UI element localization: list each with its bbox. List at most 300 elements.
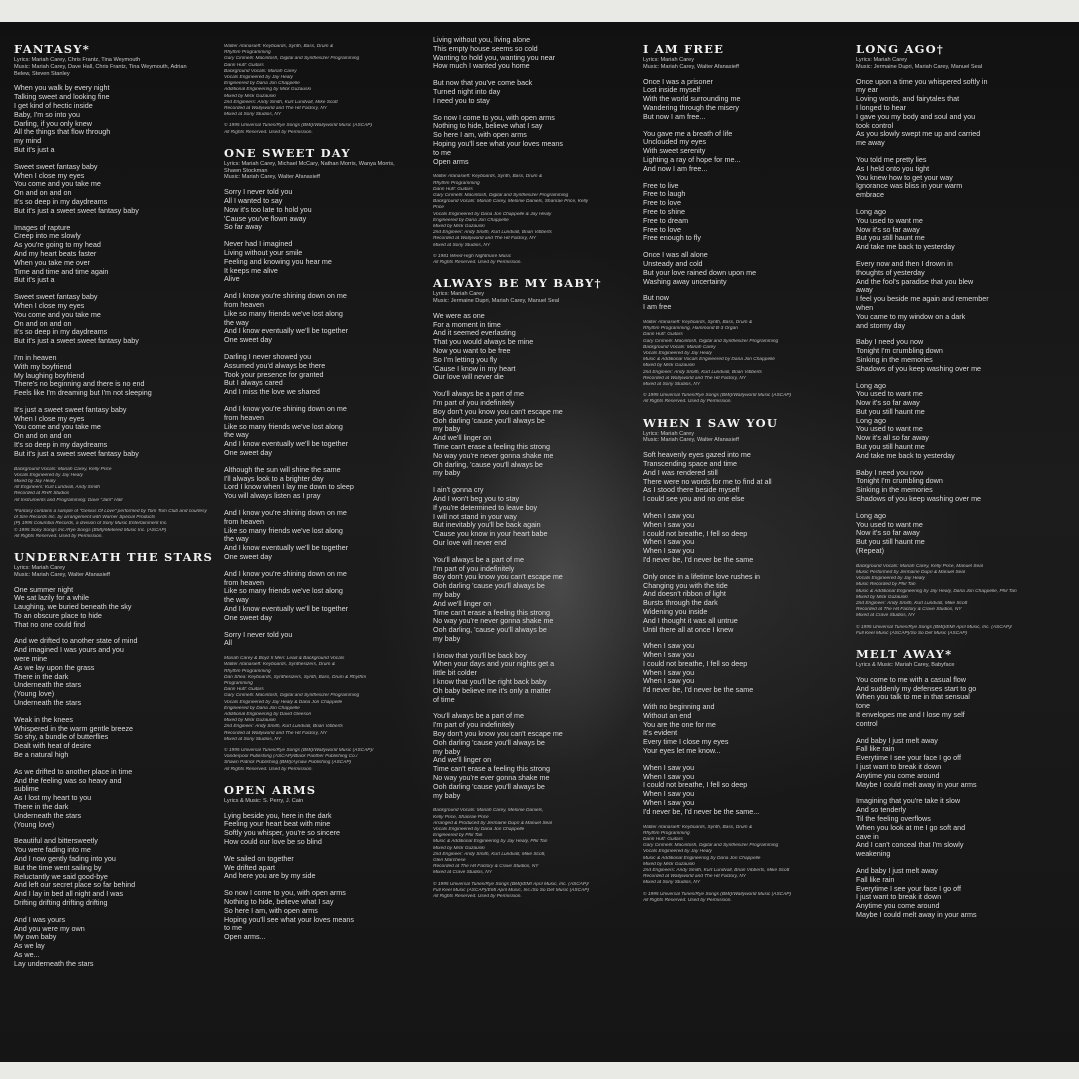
lyric-line: I just want to break it down	[856, 763, 942, 772]
stanza-gap	[224, 881, 429, 889]
stanza-gap	[433, 478, 639, 486]
lyric-line: But now	[643, 294, 669, 303]
lyric-line: When I close my eyes	[14, 301, 85, 310]
lyric-line: Maybe I could melt away in your arms	[856, 780, 977, 789]
lyric-line: took control	[856, 121, 894, 130]
lyric-line: When I saw you	[643, 651, 695, 660]
stanza-gap	[643, 243, 853, 251]
lyric-line: Our love will never end	[433, 538, 507, 547]
lyric-line: I'm part of you indefinitely	[433, 721, 515, 730]
song-block	[14, 550, 224, 969]
lyric-line: of time	[433, 695, 455, 704]
lyric-line: And left our secret place so far behind	[14, 881, 136, 890]
lyric-line: You used to want me	[856, 425, 923, 434]
lyric-line: When I saw you	[643, 790, 695, 799]
song-block	[643, 42, 853, 406]
lyric-line: On and on and on	[14, 432, 72, 441]
writer-line: Music: Mariah Carey, Walter Afanasieff	[14, 571, 110, 578]
lyric-line: Free to love	[643, 225, 681, 234]
lyric-line: That you would always be mine	[433, 338, 534, 347]
lyric-line: And imagined I was yours and you	[14, 646, 124, 655]
lyric-line: and stormy day	[856, 321, 906, 330]
lyric-line: I just want to break it down	[856, 893, 942, 902]
lyric-line: Oh darling, 'cause you'll always be	[433, 460, 543, 469]
lyric-line: So shy, a bundle of butterflies	[14, 733, 109, 742]
stanza-gap	[856, 330, 1068, 338]
lyric-line: With the world surrounding me	[643, 95, 741, 104]
lyric-line: my mind	[14, 137, 42, 146]
lyric-line: to me	[224, 924, 242, 933]
lyric-line: I'd never be, I'd never be the same	[643, 686, 754, 695]
lyric-line: But now I am free...	[643, 112, 706, 121]
lyric-line: You come and you take me	[14, 310, 101, 319]
credit-line: Background Vocals: Mariah Carey, Kelly Price	[14, 466, 112, 472]
lyric-line: Ooh darling, 'cause you'll always be	[433, 626, 547, 635]
lyric-line: When I saw you	[643, 538, 695, 547]
stanza-gap	[224, 458, 429, 466]
lyric-line: away	[856, 286, 873, 295]
lyric-line: Time can't erase a feeling this strong	[433, 608, 550, 617]
lyric-line: Underneath the stars	[14, 811, 82, 820]
lyric-line: Like so many friends we've lost along	[224, 526, 343, 535]
lyric-line: I will not stand in your way	[433, 512, 517, 521]
lyric-line: I'd never be, I'd never be the same	[643, 555, 754, 564]
lyric-line: Free enough to fly	[643, 234, 701, 243]
song-title: ALWAYS BE MY BABY†	[433, 276, 602, 291]
credit-line: Vocals Engineered by Jay Healy	[643, 849, 712, 855]
stanza-gap	[224, 232, 429, 240]
lyric-line: There in the dark	[14, 672, 69, 681]
lyric-line: My laughing boyfriend	[14, 371, 85, 380]
lyric-line: Once upon a time you whispered softly in	[856, 77, 988, 86]
credit-line: Mixed by Mick Guzauski	[856, 594, 908, 600]
song-title: WHEN I SAW YOU	[643, 415, 779, 430]
lyric-line: With my boyfriend	[14, 362, 72, 371]
credit-line: All Rights Reserved. Used by Permission.	[224, 129, 313, 135]
lyric-line: Boy don't you know you can't escape me	[433, 573, 563, 582]
lyric-line: from heaven	[224, 578, 264, 587]
lyric-line: Long ago	[856, 511, 886, 520]
song-title: ONE SWEET DAY	[224, 145, 351, 160]
credit-line: © 1995 Universal Tunes/Rye Songs (BMI)/EMI April Music, Inc. (ASCAP)/	[856, 624, 1013, 630]
credit-line: All Engineers: Kurt Lundvall, Andy Smith	[14, 485, 100, 491]
lyric-line: And I lay in bed all night and I was	[14, 890, 124, 899]
lyric-line: Took your presence for granted	[224, 370, 324, 379]
credit-line: Vocals Engineered by Jay Healy	[14, 472, 83, 478]
writer-line: Lyrics: Mariah Carey	[643, 430, 695, 437]
lyrics	[224, 812, 429, 942]
lyric-line: Tonight I'm crumbling down	[856, 477, 943, 486]
lyric-line: Changing you with the tide	[643, 581, 728, 590]
lyric-line: My own baby	[14, 933, 57, 942]
lyric-line: And we'll linger on	[433, 434, 492, 443]
credit-line: Recorded at RHR Studios	[14, 491, 70, 497]
lyric-line: I know that you'll be right back baby	[433, 678, 547, 687]
lyric-line: thoughts of yesterday	[856, 268, 925, 277]
lyric-line: from heaven	[224, 413, 264, 422]
stanza-gap	[643, 756, 853, 764]
lyric-line: So here I am, with open arms	[224, 906, 318, 915]
stanza-gap	[856, 461, 1068, 469]
writer-line: Music: Mariah Carey, Walter Afanasieff	[224, 174, 320, 181]
lyric-line: With sweet serenity	[643, 147, 706, 156]
credit-line: Engineered by Dana Jon Chappelle	[224, 705, 300, 711]
lyric-line: I'm in heaven	[14, 353, 57, 362]
credit-line: © 1995 Universal Tunes/Rye Songs (BMI)/EMI April Music, Inc. (ASCAP)/	[433, 881, 590, 887]
lyric-line: But it's just a	[14, 145, 55, 154]
lyric-line: And suddenly my defenses start to go	[856, 684, 977, 693]
credit-line: Mixed by Mick Guzauski	[643, 363, 695, 369]
lyric-line: the way	[224, 596, 249, 605]
lyric-line: I get kind of hectic inside	[14, 101, 93, 110]
lyric-line: me away	[856, 139, 885, 148]
lyric-line: (Young love)	[14, 690, 55, 699]
lyric-line: When you take me over	[14, 258, 90, 267]
stanza-gap	[433, 548, 639, 556]
lyric-line: You told me pretty lies	[856, 155, 927, 164]
credit-line: Glen Marchese	[433, 858, 466, 864]
lyric-line: You come to me with a casual flow	[856, 675, 966, 684]
production-credits	[643, 320, 853, 406]
lyrics	[224, 188, 429, 648]
song-block	[224, 783, 429, 942]
stanza-gap	[224, 623, 429, 631]
lyric-line: It's so deep in my daydreams	[14, 441, 108, 450]
stanza-gap	[14, 346, 224, 354]
lyric-line: weakening	[856, 850, 891, 859]
lyric-line: When I close my eyes	[14, 414, 85, 423]
writer-line: Music: Mariah Carey, Walter Afanasieff	[643, 437, 739, 444]
lyric-line: Whispered in the warm gentle breeze	[14, 724, 134, 733]
lyric-line: Images of rapture	[14, 223, 71, 232]
credit-line: Rhythm Programming	[224, 50, 271, 56]
lyric-line: When I saw you	[643, 511, 695, 520]
stanza-gap	[856, 200, 1068, 208]
lyric-line: And I know eventually we'll be together	[224, 544, 349, 553]
credit-line: 2nd Engineers: Andy Smith, Kurt Lundvall, Mike Scott	[224, 99, 338, 105]
production-credits	[433, 174, 639, 266]
credit-line: Gary Cirimelli: Macintosh, Digital and Synthesizer Programming	[433, 192, 569, 198]
writer-line: Lyrics & Music: Mariah Carey, Babyface	[856, 662, 955, 669]
lyric-line: Weak in the knees	[14, 715, 73, 724]
lyric-line: And doesn't ribbon of light	[643, 590, 726, 599]
stanza-gap	[224, 562, 429, 570]
lyric-line: So I'm letting you fly	[433, 355, 498, 364]
lyric-line: Soft heavenly eyes gazed into me	[643, 451, 751, 460]
lyric-line: But you still haunt me	[856, 407, 925, 416]
credit-line: Music & Additional Engineering by Jay Healy, Dana Jon Chappelle, Phil Tan	[856, 588, 1017, 594]
songwriter-credits	[433, 291, 639, 305]
lyric-line: to me	[433, 148, 451, 157]
lyric-line: And I can't conceal that I'm slowly	[856, 841, 964, 850]
writer-line: Lyrics: Mariah Carey	[433, 291, 485, 298]
lyric-line: Drifting drifting drifting drifting	[14, 899, 108, 907]
credit-line: Dann Huff: Guitars	[433, 186, 473, 192]
lyric-line: Feeling your heart beat with mine	[224, 820, 331, 829]
lyric-line: my baby	[433, 425, 461, 434]
lyric-line: And I know eventually we'll be together	[224, 604, 349, 613]
stanza-gap	[643, 122, 853, 130]
lyric-line: Creep into me slowly	[14, 232, 81, 241]
lyric-line: How could our love be so blind	[224, 837, 322, 846]
lyric-line: Talking sweet and looking fine	[14, 93, 110, 102]
lyric-line: When I close my eyes	[14, 171, 85, 180]
credit-line: © 1995 Universal Tunes/Rye Songs (BMI)/Wallyworld Music (ASCAP)/	[224, 747, 374, 753]
lyric-line: That no one could find	[14, 620, 86, 629]
lyric-line: You used to want me	[856, 216, 923, 225]
lyric-line: Oh baby believe me it's only a matter	[433, 686, 552, 695]
lyric-line: Laughing, we buried beneath the sky	[14, 603, 132, 612]
lyric-line: And now I am free...	[643, 164, 708, 173]
lyric-line: You'll always be a part of me	[433, 555, 525, 564]
stanza-gap	[856, 252, 1068, 260]
lyric-line: As I lost my heart to you	[14, 794, 92, 803]
song-block	[14, 42, 224, 540]
lyric-line: my ear	[856, 86, 878, 95]
credit-line: 2nd Engineer: Andy Smith, Kurt Lundvall, Mike Scott,	[433, 851, 546, 857]
stanza-gap	[224, 284, 429, 292]
credit-line: 2nd Engineer: Andy Smith, Kurt Lundvall, Brian Vibberts	[433, 230, 552, 236]
lyric-line: But it's just a sweet sweet fantasy baby	[14, 206, 139, 215]
lyric-line: To an obscure place to hide	[14, 611, 102, 620]
lyric-line: One sweet day	[224, 336, 272, 345]
stanza-gap	[856, 504, 1068, 512]
lyric-line: As you slowly swept me up and carried	[856, 130, 981, 139]
lyric-line: And I thought it was all untrue	[643, 616, 738, 625]
stanza-gap	[643, 695, 853, 703]
lyric-line: And I know eventually we'll be together	[224, 440, 349, 449]
lyrics-column-5	[856, 36, 1068, 930]
lyric-line: So here I am, with open arms	[433, 131, 527, 140]
credit-line: Vocals Engineered by Dana Jon Chappelle	[433, 827, 525, 833]
credit-line: Dann Huff: Guitars	[643, 332, 683, 338]
stanza-gap	[856, 374, 1068, 382]
lyric-line: As we drifted to another place in time	[14, 767, 133, 776]
stanza-gap	[643, 634, 853, 642]
lyric-line: And we'll linger on	[433, 756, 492, 765]
writer-line: Lyrics: Mariah Carey, Michael McCary, Nathan Morris, Wanya Morris,	[224, 160, 395, 167]
credit-line: 2nd Engineer: Andy Smith, Kurt Lundvall, Brian Vibberts	[643, 369, 762, 375]
lyric-line: And here you are by my side	[224, 872, 316, 881]
lyric-line: from heaven	[224, 517, 264, 526]
lyric-line: Alive	[224, 275, 240, 284]
lyrics	[856, 78, 1068, 556]
lyric-line: (Young love)	[14, 820, 55, 829]
lyric-line: Shadows of you keep washing over me	[856, 495, 982, 504]
lyric-line: No way you're ever gonna shake me	[433, 774, 550, 783]
songwriter-credits	[643, 57, 853, 71]
lyric-line: Baby I need you now	[856, 338, 924, 347]
lyric-line: Long ago	[856, 416, 886, 425]
lyric-line: It's just a sweet sweet fantasy baby	[14, 405, 127, 414]
lyric-line: Everytime I see your face I go off	[856, 754, 961, 763]
credit-line: Engineered by Phil Tan	[433, 833, 483, 839]
lyric-line: If you're determined to leave boy	[433, 503, 538, 512]
lyric-line: You will always listen as I pray	[224, 492, 321, 501]
credit-line: Walter Afanasieff: Keyboards, Synth, Bass, Drum &	[643, 319, 753, 325]
lyric-line: And I now gently fading into you	[14, 855, 116, 864]
stanza-gap	[14, 908, 224, 916]
stanza-gap	[433, 71, 639, 79]
credit-line: Recorded at Wallyworld and The Hit Factory, NY	[433, 236, 536, 242]
lyric-line: Living without you, living alone	[433, 36, 531, 44]
credit-line: All Rights Reserved. Used by Permission.	[643, 399, 732, 405]
lyric-line: Sorry I never told you	[224, 188, 293, 197]
lyric-line: I could not breathe, I fell so deep	[643, 529, 748, 538]
lyric-line: How much I wanted you home	[433, 62, 530, 71]
lyrics	[433, 36, 639, 166]
lyric-line: Free to shine	[643, 207, 685, 216]
credit-line: Recorded at Wallyworld and The Hit Factory, NY	[224, 730, 327, 736]
lyric-line: Softly you whisper, you're so sincere	[224, 829, 341, 838]
credit-line: All Rights Reserved. Used by Permission.	[433, 894, 522, 900]
lyric-line: With no beginning and	[643, 703, 715, 712]
credit-line: Rhythm Programming	[643, 830, 690, 836]
credit-line: Rhythm Programming	[433, 180, 480, 186]
lyric-line: I gave you my body and soul and you	[856, 112, 976, 121]
credit-line: Background Vocals: Mariah Carey	[224, 68, 297, 74]
lyric-line: Your eyes let me know...	[643, 747, 721, 756]
writer-line: Music: Mariah Carey, Dave Hall, Chris Frantz, Tina Weymouth, Adrian	[14, 63, 187, 70]
lyric-line: Darling, if you only knew	[14, 119, 92, 128]
credit-line: Rhythm Programming	[224, 668, 271, 674]
lyric-line: Only once in a lifetime love rushes in	[643, 572, 761, 581]
lyric-line: Hoping you'll see what your loves means	[433, 139, 564, 148]
lyric-line: Like so many friends we've lost along	[224, 587, 343, 596]
lyric-line: It's evident	[643, 729, 678, 738]
lyric-line: When I saw you	[643, 677, 695, 686]
stanza-gap	[224, 345, 429, 353]
lyric-line: We sat lazily for a while	[14, 594, 89, 603]
lyric-line: All the things that flow through	[14, 128, 111, 137]
lyric-line: One sweet day	[224, 552, 272, 561]
credit-line: Dann Huff: Guitars	[224, 687, 264, 693]
lyric-line: 'Cause you know in your heart babe	[433, 530, 548, 539]
lyric-line: Although the sun will shine the same	[224, 465, 341, 474]
lyric-line: my baby	[433, 747, 461, 756]
song-title: FANTASY*	[14, 42, 90, 56]
credit-line: Kelly Price, Shanrae Price	[433, 814, 489, 820]
lyric-line: When I saw you	[643, 520, 695, 529]
lyric-line: Free to love	[643, 199, 681, 208]
credit-line: Walter Afanasieff: Keyboards, Synth, Bass, Drum &	[643, 824, 753, 830]
credit-line: Additional Engineering by Mick Guzauski	[224, 87, 311, 93]
credit-line: Shawn Patrick Publishing (BMI)/Aynaw Publishing (ASCAP)	[224, 760, 352, 766]
lyric-line: You came to my window on a dark	[856, 312, 966, 321]
lyric-line: Like so many friends we've lost along	[224, 422, 343, 431]
lyric-line: Lay underneath the stars	[14, 959, 94, 968]
lyric-line: And I miss the love we shared	[224, 388, 320, 397]
lyric-line: Ooh darling 'cause you'll always be	[433, 582, 545, 591]
lyric-line: were mine	[14, 655, 48, 664]
lyric-line: When I saw you	[643, 547, 695, 556]
lyric-line: Shadows of you keep washing over me	[856, 364, 982, 373]
credit-line: Recorded at Wallyworld and The Hit Factory, NY	[643, 874, 746, 880]
lyric-line: And you were my own	[14, 924, 85, 933]
lyric-line: So now I come to you, with open arms	[224, 889, 346, 898]
credit-line: Recorded at The Hit Factory & Crave Studios, NY	[856, 607, 962, 613]
lyric-line: I'd never be, I'd never be the same...	[643, 807, 760, 816]
lyric-line: Until there all at once I knew	[643, 625, 734, 634]
lyric-line: Imagining that you're take it slow	[856, 797, 961, 806]
production-credits	[224, 44, 429, 136]
credit-line: Recorded at Wallyworld and The Hit Factory, NY	[224, 106, 327, 112]
lyric-line: You'll always be a part of me	[433, 712, 525, 721]
production-credits	[14, 467, 224, 540]
credit-line: Gary Cirimelli: Macintosh, Digital and Synthesizer Programming	[643, 338, 779, 344]
lyric-line: But you still haunt me	[856, 538, 925, 547]
lyric-line: Fall like rain	[856, 875, 895, 884]
credit-line: Engineered by Dana Jon Chappelle	[433, 217, 509, 223]
credit-line: Music & Additional Engineering by Jay Healy, Phil Tan	[433, 839, 548, 845]
credit-line: © 1995 Universal Tunes/Rye Songs (BMI)/Wallyworld Music (ASCAP)	[224, 123, 373, 129]
lyric-line: For a moment in time	[433, 320, 501, 329]
credit-line: Dann Huff: Guitars	[643, 837, 683, 843]
lyric-line: No way you're never gonna shake me	[433, 451, 554, 460]
credit-line: © 1995 Sony Songs Inc./Rye Songs (BMI)/Metered Music Inc. (ASCAP)	[14, 527, 167, 533]
lyric-line: And the fool's paradise that you blew	[856, 277, 974, 286]
lyric-line: And I won't beg you to stay	[433, 494, 520, 503]
lyric-line: You come and you take me	[14, 180, 101, 189]
stanza-gap	[433, 704, 639, 712]
lyric-line: Til the feeling overflows	[856, 815, 931, 824]
lyric-line: Bursts through the dark	[643, 599, 718, 608]
lyric-line: On and on and on	[14, 319, 72, 328]
credit-line: 2nd Engineers: Andy Smith, Kurt Lundvall, Brian Vibberts, Mike Scott	[643, 868, 790, 874]
lyric-line: I feel you beside me again and remember	[856, 295, 989, 304]
songwriter-credits	[643, 431, 853, 445]
lyrics-column-2	[224, 36, 429, 952]
lyric-line: And I know eventually we'll be together	[224, 327, 349, 336]
lyric-line: You'll always be a part of me	[433, 390, 525, 399]
lyric-line: Never had I imagined	[224, 240, 293, 249]
lyric-line: Baby I need you now	[856, 468, 924, 477]
lyric-line: Ooh darling 'cause you'll always be	[433, 782, 545, 791]
lyric-line: All I wanted to say	[224, 197, 283, 206]
credit-line: Mixed at Crave Studios, NY	[433, 870, 492, 876]
lyric-line: Hoping you'll see what your loves means	[224, 915, 355, 924]
lyric-line: Like so many friends we've lost along	[224, 309, 343, 318]
writer-line: Music: Jermaine Dupri, Mariah Carey, Manuel Seal	[856, 63, 983, 70]
credit-line: Vocals Engineered by Jay Healy & Dana Jon Chappelle	[224, 699, 343, 705]
lyric-line: Long ago	[856, 381, 886, 390]
lyric-line: my baby	[433, 469, 461, 478]
song-block	[856, 647, 1068, 920]
lyric-line: Baby, I'm so into you	[14, 110, 80, 119]
lyric-line: sublime	[14, 785, 39, 794]
credit-line: Walter Afanasieff: Keyboards, Synth, Bass, Drum &	[224, 44, 334, 49]
lyric-line: Ooh darling 'cause you'll always be	[433, 416, 545, 425]
lyric-line: I am free	[643, 303, 672, 312]
credit-line: of Sire Records Inc. by arrangement with Warner Special Products	[14, 515, 156, 521]
credit-line: Mixed at Sony Studios, NY	[224, 736, 282, 742]
lyric-line: Fall like rain	[856, 745, 895, 754]
credit-line: Music Performed by Jermaine Dupri & Manuel Seal	[856, 570, 966, 576]
production-credits	[856, 564, 1068, 637]
lyric-line: And the feeling was so heavy and	[14, 776, 122, 785]
lyric-line: Sinking in the memories	[856, 355, 933, 364]
credit-line: Vocals Engineered by Jay Healy	[643, 350, 712, 356]
lyric-line: You knew how to get your way	[856, 173, 953, 182]
lyric-line: Widening you inside	[643, 607, 708, 616]
lyric-line: But the time went sailing by	[14, 863, 102, 872]
lyric-line: So now I come to you, with open arms	[433, 113, 555, 122]
credit-line: Background Vocals: Mariah Carey, Kelly Price, Manuel Seal	[856, 563, 983, 569]
credit-line: Walter Afanasieff: Keyboards, Synth, Bass, Drum &	[433, 174, 543, 180]
song-title: MELT AWAY*	[856, 647, 953, 662]
songwriter-credits	[14, 57, 224, 77]
lyric-line: When I saw you	[643, 772, 695, 781]
